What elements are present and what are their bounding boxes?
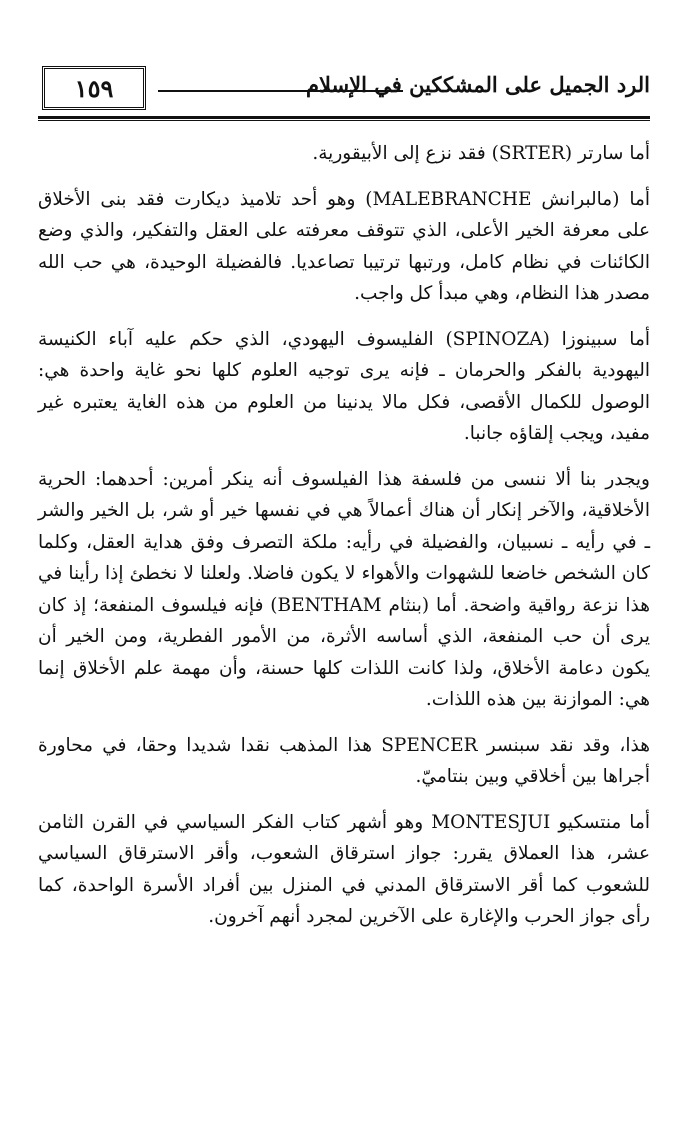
paragraph-spinoza: أما سبينوزا (SPINOZA) الفليسوف اليهودي، الذي حكم عليه آباء الكنيسة اليهودية بالفكر والحرمان ـ فإنه يرى توجيه العلوم كلها نحو غاية واحدة هي: الوصول للكمال الأقصى، فكل مالا يدنينا من العلوم من هذه الغاية يعتبره غير مفيد، ويجب إلقاؤه جانبا. (38, 328, 650, 444)
body-text (38, 138, 650, 933)
paragraph-bentham: ويجدر بنا ألا ننسى من فلسفة هذا الفيلسوف أنه ينكر أمرين: أحدهما: الحرية الأخلاقية، والآخر إنكار أن هناك أعمالاً هي في نفسها خير أو شر، بل الخير والشر ـ في رأيه ـ نسبيان، والفضيلة في رأيه: ملكة التصرف وفق هداية العقل، وكلما كان الشخص خاضعا للشهوات والأهواء لا يكون فاضلا. ولعلنا لا نخطئ إذا رأينا في هذا نزعة رواقية واضحة. أما (بنثام BENTHAM) فإنه فيلسوف المنفعة؛ إذ كان يرى أن حب المنفعة، الذي أساسه الأثرة، من الأمور الفطرية، ومن الخير أن يكون دعامة الأخلاق، ولذا كانت اللذات كلها حسنة، وأن مهمة علم الأخلاق إنما هي: الموازنة بين هذه اللذات. (38, 468, 650, 710)
running-title: الرد الجميل على المشككين في الإسلام (306, 72, 650, 97)
page-number: ١٥٩ (42, 66, 146, 110)
paragraph-malebranche: أما (مالبرانش MALEBRANCHE) وهو أحد تلاميذ ديكارت فقد بنى الأخلاق على معرفة الخير الأعلى، الذي تتوقف معرفته على العقل والتفكير، والذي وضع الكائنات في نظام كامل، ورتبها ترتيبا تصاعديا. فالفضيلة الوحيدة، هي حب الله مصدر هذا النظام، وهي مبدأ كل واجب. (38, 188, 651, 304)
paragraph-montesquieu: أما منتسكيو MONTESJUI وهو أشهر كتاب الفكر السياسي في القرن الثامن عشر، هذا العملاق يقرر: جواز استرقاق الشعوب، وأقر الاسترقاق السياسي للشعوب كما أقر الاسترقاق المدني في المنزل بين أفراد الأسرة الواحدة، كما رأى جواز الحرب والإغارة على الآخرين لمجرد أنهم آخرون. (38, 811, 650, 927)
paragraph-sartre: أما سارتر (SRTER) فقد نزع إلى الأبيقورية. (312, 143, 650, 164)
page-header (38, 62, 650, 114)
paragraph-spencer: هذا، وقد نقد سبنسر SPENCER هذا المذهب نقدا شديدا وحقا، في محاورة أجراها بين أخلاقي وبين بنتاميّ. (38, 734, 650, 787)
header-rule (38, 116, 650, 121)
